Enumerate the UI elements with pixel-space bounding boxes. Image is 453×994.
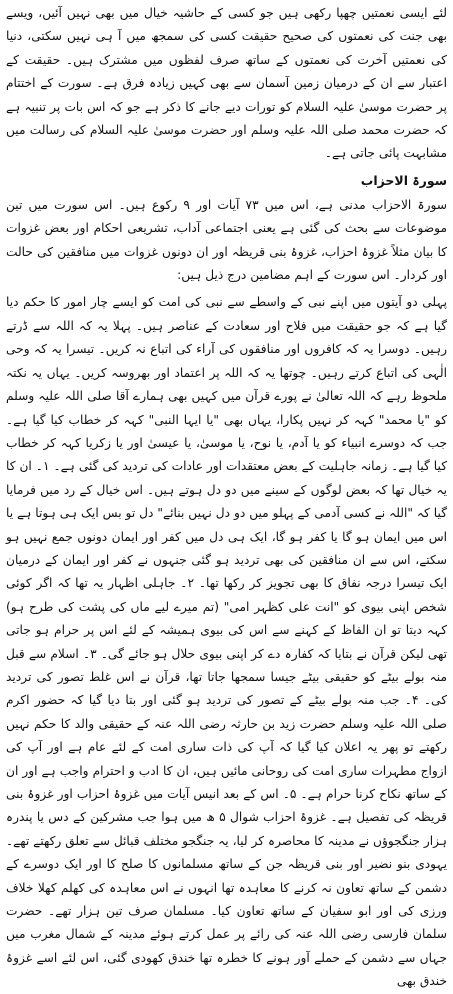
section-heading: سورۃ الاحزاب [360, 172, 447, 188]
paragraph-overview: سورۃ الاحزاب مدنی ہے، اس میں ۷۳ آیات اور ۹ رکوع ہیں۔ اس سورت میں تین موضوعات سے بحث کی گئی ہے یعنی اجتماعی آداب، تشریعی احکام اور بعض غزوات کا بیان مثلاً غزوۂ احزاب، غزوۂ بنی قریظہ اور ان دونوں غزوات میں منافقین کی حالت اور کردار۔ اس سورت کے اہم مضامین درج ذیل ہیں: [6, 197, 448, 283]
paragraph-topics: پہلی دو آیتوں میں اپنے نبی کے واسطے سے نبی کی امت کو ایسے چار امور کا حکم دیا گیا ہے کہ جو حقیقت میں فلاح اور سعادت کے عناصر ہیں۔ پہلا یہ کہ اللہ سے ڈرتے رہیں۔ دوسرا یہ کہ کافروں اور منافقوں کی آراء کی اتباع نہ کریں۔ تیسرا یہ کہ وحی الٰہی کی اتباع کرتے رہیں۔ چوتھا یہ کہ اللہ پر اعتماد اور بھروسہ کریں۔ یہاں یہ نکتہ ملحوظ رہے کہ اللہ تعالیٰ نے پورے قرآن میں کہیں بھی ہمارے آقا صلی اللہ علیہ وسلم کو "یا محمد" کہہ کر نہیں پکارا، یہاں بھی "یا ایہا النبی" کہہ کر خطاب کیا گیا ہے۔ جب کہ دوسرے انبیاء کو یا آدم، یا نوح، یا موسیٰ، یا عیسیٰ اور یا زکریا کہہ کر خطاب کیا گیا ہے۔ زمانہ جاہلیت کے بعض معتقدات اور عادات کی تردید کی گئی ہے۔ ۱۔ ان کا یہ خیال تھا کہ بعض لوگوں کے سینے میں دو دل ہوتے ہیں۔ اس خیال کے رد میں فرمایا گیا کہ "اللہ نے کسی آدمی کے پہلو میں دو دل نہیں بنائے" دل تو بس ایک ہی ہوتا ہے یا اس میں ایمان ہو گا یا کفر ہو گا، ایک ہی دل میں کفر اور ایمان دونوں جمع نہیں ہو سکتے، اس سے ان منافقین کی بھی تردید ہو گئی جنہوں نے کفر اور ایمان کے درمیان ایک تیسرا درجہ نفاق کا بھی تجویز کر رکھا تھا۔ ۲۔ جاہلی اظہار یہ تھا کہ اگر کوئی شخص اپنی بیوی کو "انت علی کظہر امی" (تم میرے لیے ماں کی پشت کی طرح ہو) کہہ دیتا تو ان الفاظ کے کہنے سے اس کی بیوی ہمیشہ کے لئے اس پر حرام ہو جاتی تھی لیکن قرآن نے بتایا کہ کفارہ دے کر اپنی بیوی حلال ہو جائے گی۔ ۳۔ اسلام سے قبل منہ بولے بیٹے کو حقیقی بیٹے جیسا سمجھا جاتا تھا، قرآن نے اس غلط تصور کی تردید کی۔ ۴۔ جب منہ بولے بیٹے کے تصور کی تردید ہو گئی اور بتا دیا گیا کہ حضور اکرم صلی اللہ علیہ وسلم حضرت زید بن حارثہ رضی اللہ عنہ کے حقیقی والد کا حکم نہیں رکھتے تو پھر یہ اعلان کیا گیا کہ آپ کی ذات ساری امت کے لئے عام ہے اور آپ کی ازواج مطہرات ساری امت کی روحانی مائیں ہیں، ان کا ادب و احترام واجب ہے اور ان کے ساتھ نکاح کرنا حرام ہے۔ ۵۔ اس کے بعد انیس آیات میں غزوۂ احزاب اور غزوۂ بنی قریظہ کی تفصیل ہے۔ غزوۂ احزاب شوال ۵ ھ میں ہوا جب مشرکین کے دس یا پندرہ ہزار جنگجوؤں نے مدینہ کا محاصرہ کر لیا، یہ جنگجو مختلف قبائل سے تعلق رکھتے تھے۔ یہودی بنو نضیر اور بنی قریظہ جن کے ساتھ مسلمانوں کا صلح کا اور ایک دوسرے کے دشمن کے ساتھ تعاون نہ کرنے کا معاہدہ تھا انہوں نے اس معاہدہ کی کھلم کھلا خلاف ورزی کی اور ابو سفیان کے ساتھ تعاون کیا۔ مسلمان صرف تین ہزار تھے۔ حضرت سلمان فارسی رضی اللہ عنہ کی رائے پر عمل کرتے ہوئے مدینہ کے شمال مغرب میں جہاں سے دشمن کے حملے آور ہونے کا خطرہ تھا خندق کھودی گئی، اس لئے اسے غزوۂ خندق بھی [6, 295, 447, 989]
paragraph-intro: لئے ایسی نعمتیں چھپا رکھی ہیں جو کسی کے حاشیہ خیال میں بھی نہیں آئیں، ویسے بھی جنت کی نعمتوں کی صحیح حقیقت کسی کی سمجھ میں آ ہی نہیں سکتی، دنیا کی نعمتیں آخرت کی نعمتوں کے ساتھ صرف لفظوں میں مشترک ہیں۔ حقیقت کے اعتبار سے ان کے درمیان زمین آسمان سے بھی کہیں زیادہ فرق ہے۔ سورت کے اختتام پر حضرت موسیٰ علیہ السلام کو تورات دیے جانے کا ذکر ہے جو کہ اس بات پر تنبیہ ہے کہ حضرت محمد صلی اللہ علیہ وسلم اور حضرت موسیٰ علیہ السلام کی رسالت میں مشابہت پائی جاتی ہے۔ [6, 6, 447, 161]
